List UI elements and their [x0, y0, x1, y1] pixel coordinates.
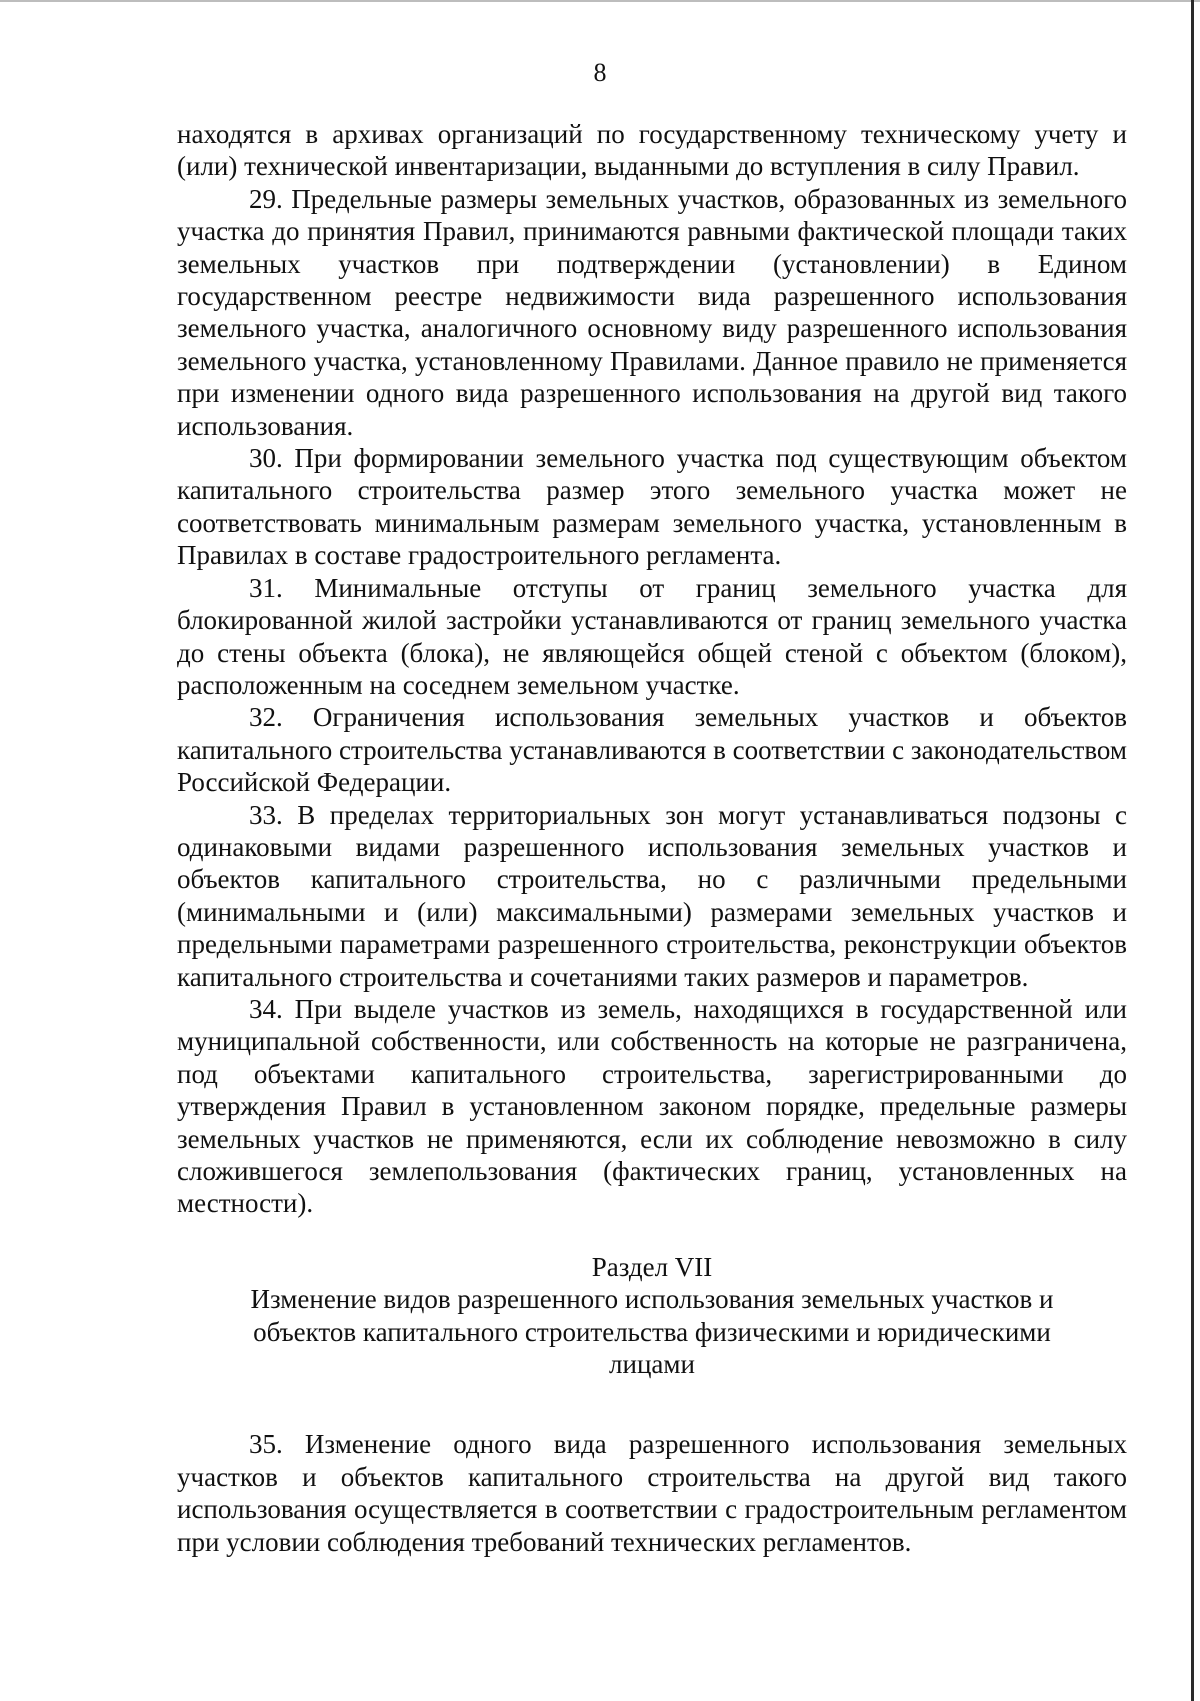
- document-body: [177, 118, 1127, 1558]
- scan-edge-top: [0, 0, 1200, 2]
- paragraph-31: 31. Минимальные отступы от границ земельного участка для блокированной жилой застройки устанавливаются от границ земельного участка до стены объекта (блока), не являющейся общей стеной с объектом (блоком), расположенным на соседнем земельном участке.: [177, 572, 1127, 700]
- paragraph-continuation: находятся в архивах организаций по государственному техническому учету и (или) технической инвентаризации, выданными до вступления в силу Правил.: [177, 119, 1127, 182]
- paragraph-34: 34. При выделе участков из земель, находящихся в государственной или муниципальной собственности, или собственность на которые не разграничена, под объектами капитального строительства, зарегистрированными до утверждения Правил в установленном законом порядке, предельные размеры земельных участков не применяются, если их соблюдение невозможно в силу сложившегося землепользования (фактических границ, установленных на местности).: [177, 993, 1127, 1219]
- paragraph-29: 29. Предельные размеры земельных участков, образованных из земельного участка до принятия Правил, принимаются равными фактической площади таких земельных участков при подтверждении (установлении) в Едином государственном реестре недвижимости вида разрешенного использования земельного участка, аналогичного основному виду разрешенного использования земельного участка, установленному Правилами. Данное правило не применяется при изменении одного вида разрешенного использования на другой вид такого использования.: [177, 183, 1127, 441]
- page-number: 8: [593, 58, 607, 87]
- paragraph-35: 35. Изменение одного вида разрешенного использования земельных участков и объектов капитального строительства на другой вид такого использования осуществляется в соответствии с градостроительным регламентом при условии соблюдения требований технических регламентов.: [177, 1429, 1127, 1557]
- section-title: Изменение видов разрешенного использования земельных участков и объектов капитального строительства физическими и юридическими лицами: [250, 1284, 1054, 1380]
- section-heading: [177, 1251, 1127, 1381]
- paragraph-33: 33. В пределах территориальных зон могут устанавливаться подзоны с одинаковыми видами разрешенного использования земельных участков и объектов капитального строительства, но с различными предельными (минимальными и (или) максимальными) размерами земельных участков и предельными параметрами разрешенного строительства, реконструкции объектов капитального строительства и сочетаниями таких размеров и параметров.: [177, 799, 1127, 992]
- scan-edge-right: [1191, 0, 1194, 1701]
- paragraph-30: 30. При формировании земельного участка под существующим объектом капитального строительства размер этого земельного участка может не соответствовать минимальным размерам земельного участка, установленным в Правилах в составе градостроительного регламента.: [177, 443, 1127, 571]
- section-label: Раздел VII: [591, 1251, 713, 1282]
- paragraph-32: 32. Ограничения использования земельных участков и объектов капитального строительства устанавливаются в соответствии с законодательством Российской Федерации.: [177, 702, 1127, 798]
